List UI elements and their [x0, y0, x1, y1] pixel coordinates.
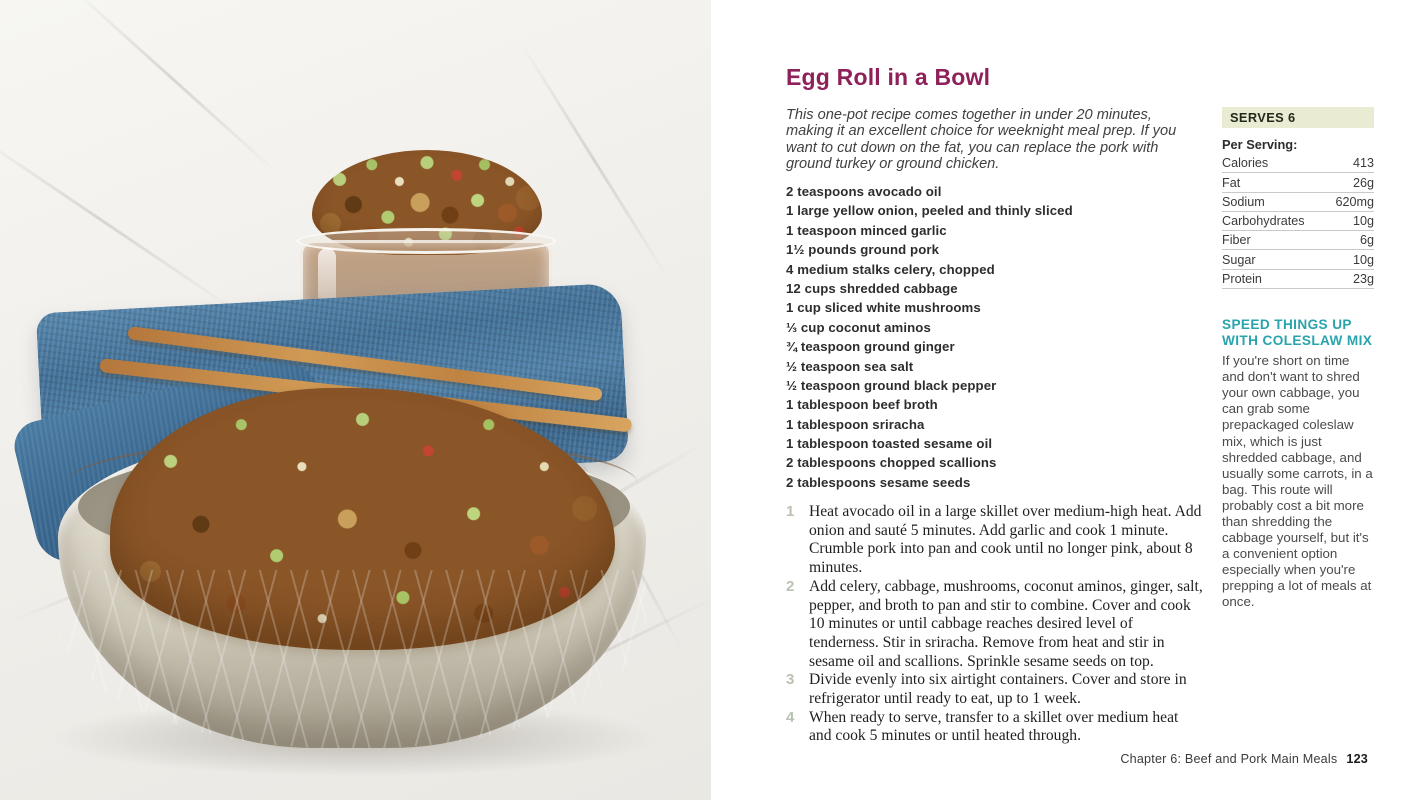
tip-heading: SPEED THINGS UP WITH COLESLAW MIX — [1222, 317, 1373, 349]
nutrition-label: Carbohydrates — [1222, 214, 1305, 229]
ingredient: 2 teaspoons avocado oil — [786, 184, 942, 199]
serves-banner: SERVES 6 — [1222, 107, 1374, 128]
marble-vein — [0, 130, 236, 311]
nutrition-row — [1222, 212, 1374, 231]
nutrition-value: 23g — [1352, 272, 1374, 287]
chapter-label: Chapter 6: Beef and Pork Main Meals — [1120, 752, 1338, 766]
nutrition-value: 10g — [1352, 252, 1374, 267]
step-number: 1 — [786, 503, 795, 520]
step-number: 2 — [786, 577, 795, 595]
page-footer — [1120, 752, 1368, 766]
nutrition-label: Sugar — [1222, 252, 1256, 267]
nutrition-row — [1222, 250, 1374, 269]
step-text: Heat avocado oil in a large skillet over medium-high heat. Add onion and sauté 5 minutes. Add garlic and cook 1 minute. Crumble pork into pan and cook until no longer pink, about 8 minutes. — [809, 503, 1202, 577]
step-text: Divide evenly into six airtight containers. Cover and store in refrigerator until ready to eat, up to 1 week. — [809, 671, 1187, 708]
page-number: 123 — [1346, 752, 1368, 766]
instructions-list — [786, 503, 1204, 746]
ingredient: 1 tablespoon beef broth — [786, 397, 938, 413]
ingredient: ¾ teaspoon ground ginger — [786, 339, 955, 355]
instruction-step — [786, 503, 1204, 578]
ingredient: ⅓ cup coconut aminos — [786, 319, 931, 335]
nutrition-row — [1222, 154, 1374, 173]
ingredient: 1½ pounds ground pork — [786, 242, 940, 258]
recipe-title: Egg Roll in a Bowl — [786, 64, 991, 90]
step-number: 3 — [786, 671, 795, 689]
nutrition-sidebar — [1222, 107, 1374, 611]
container-rim — [296, 228, 556, 254]
instruction-step — [786, 709, 1204, 746]
step-text: When ready to serve, transfer to a skillet over medium heat and cook 5 minutes or until heated through. — [809, 708, 1179, 745]
recipe-page — [711, 0, 1422, 800]
instruction-step — [786, 578, 1204, 672]
nutrition-label: Sodium — [1222, 194, 1265, 209]
nutrition-value: 6g — [1359, 233, 1374, 248]
tip-body: If you're short on time and don't want to shred your own cabbage, you can grab some prepackaged coleslaw mix, which is just shredded cabbage, and usually some carrots, in a bag. This route will probably cost a bit more than shredding the cabbage yourself, but it's a convenient option especially when you're prepping a lot of meals at once. — [1222, 353, 1373, 610]
ingredient: 2 tablespoons sesame seeds — [786, 474, 971, 490]
nutrition-value: 620mg — [1335, 194, 1374, 209]
ingredient: 1 tablespoon toasted sesame oil — [786, 436, 993, 452]
ingredient: ½ teaspoon ground black pepper — [786, 377, 997, 393]
ingredient: 1 cup sliced white mushrooms — [786, 300, 981, 316]
ingredient: ½ teaspoon sea salt — [786, 358, 914, 374]
step-text: Add celery, cabbage, mushrooms, coconut aminos, ginger, salt, pepper, and broth to pan and stir to combine. Cover and cook 10 minutes or until cabbage reaches desired level of tenderness. Stir in sriracha. Remove from heat and stir in sesame oil and scallions. Sprinkle sesame seeds on top. — [809, 577, 1203, 670]
ingredient: 2 tablespoons chopped scallions — [786, 455, 997, 471]
nutrition-value: 413 — [1352, 156, 1374, 171]
nutrition-row — [1222, 231, 1374, 250]
nutrition-label: Calories — [1222, 156, 1269, 171]
recipe-intro: This one-pot recipe comes together in under 20 minutes, making it an excellent choice for weeknight meal prep. If you want to cut down on the fat, you can replace the pork with ground turkey or ground chicken. — [786, 107, 1177, 173]
marble-vein — [69, 0, 279, 175]
nutrition-row — [1222, 270, 1374, 289]
instruction-step — [786, 671, 1204, 708]
ingredients-list — [786, 184, 1206, 494]
nutrition-label: Fat — [1222, 175, 1241, 190]
nutrition-row — [1222, 173, 1374, 192]
per-serving-label: Per Serving: — [1222, 137, 1298, 152]
step-number: 4 — [786, 708, 795, 726]
ingredient: 12 cups shredded cabbage — [786, 280, 958, 296]
nutrition-value: 26g — [1352, 175, 1374, 190]
ingredient: 1 tablespoon sriracha — [786, 416, 925, 432]
nutrition-value: 10g — [1352, 214, 1374, 229]
nutrition-label: Fiber — [1222, 233, 1251, 248]
ingredient: 1 large yellow onion, peeled and thinly sliced — [786, 203, 1073, 219]
ingredient: 1 teaspoon minced garlic — [786, 222, 947, 238]
nutrition-row — [1222, 193, 1374, 212]
ingredient: 4 medium stalks celery, chopped — [786, 261, 995, 277]
nutrition-label: Protein — [1222, 272, 1262, 287]
